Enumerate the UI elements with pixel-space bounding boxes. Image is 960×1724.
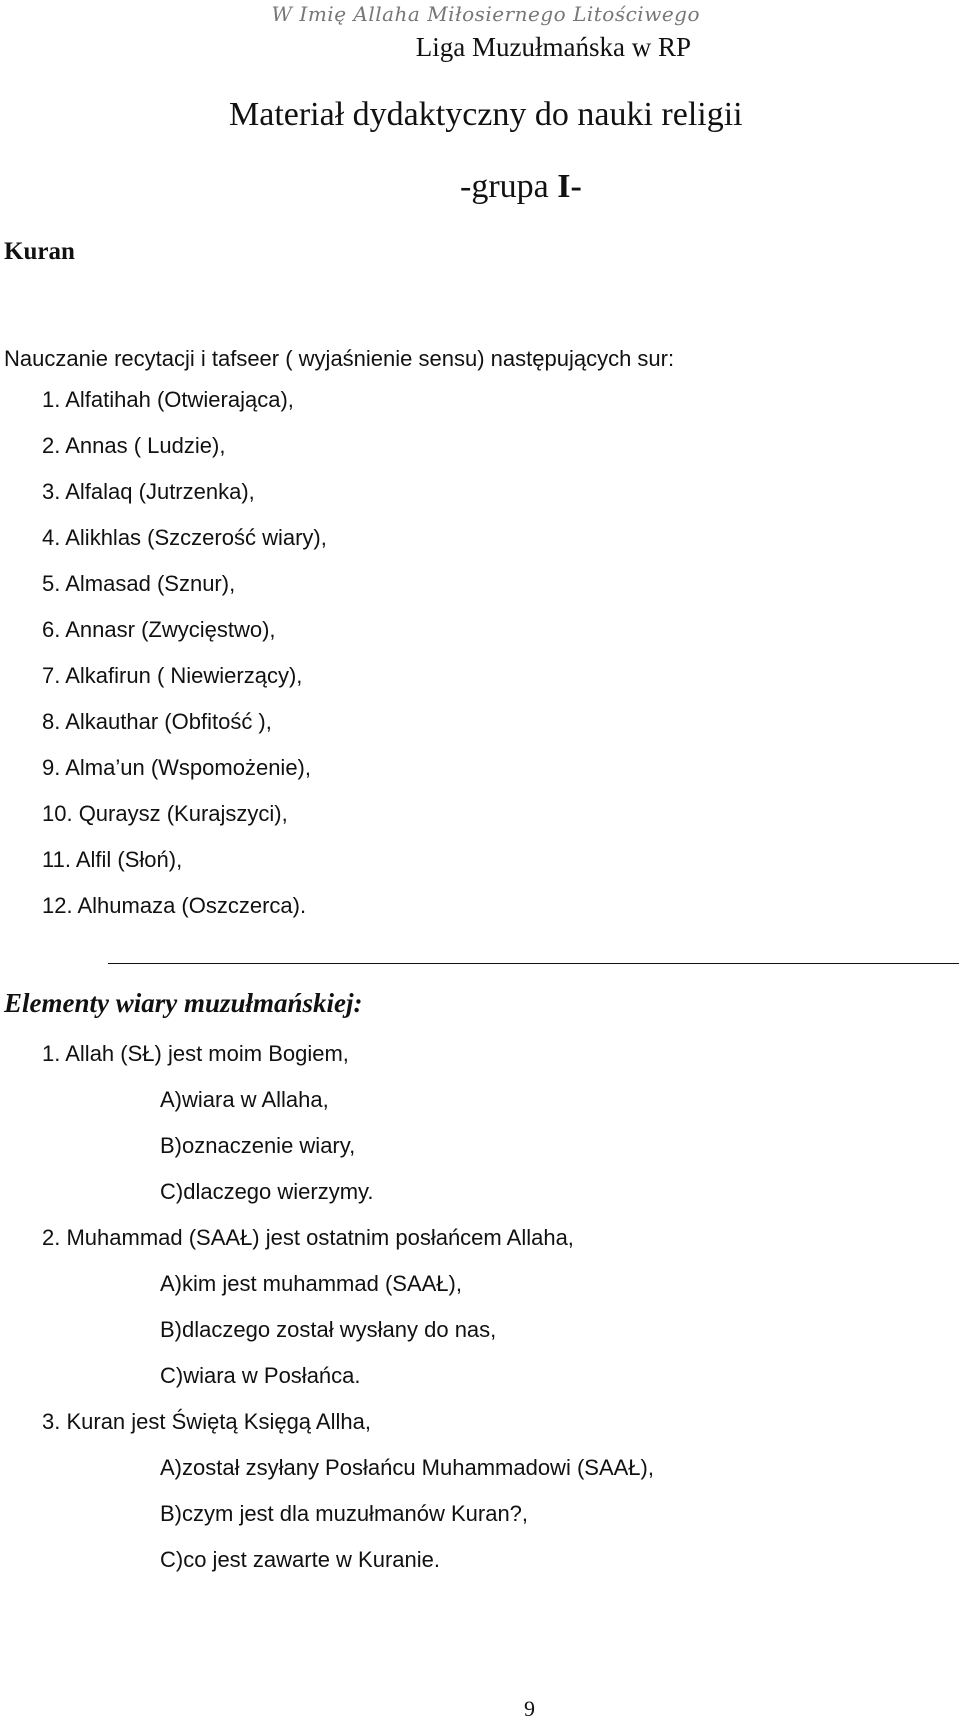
document-title: Materiał dydaktyczny do nauki religii [229,96,743,133]
section-divider [108,963,959,964]
list-item: 6. Annasr (Zwycięstwo), [42,617,276,642]
list-item: 1. Allah (SŁ) jest moim Bogiem, [42,1041,349,1066]
section-heading-kuran: Kuran [4,238,75,265]
list-item: 10. Quraysz (Kurajszyci), [42,801,288,826]
group-label [460,168,582,206]
list-item: 11. Alfil (Słoń), [42,847,183,872]
list-item: 3. Alfalaq (Jutrzenka), [42,479,255,504]
list-item: 3. Kuran jest Świętą Księgą Allha, [42,1409,371,1434]
list-item: 9. Alma’un (Wspomożenie), [42,755,311,780]
sub-item: A)kim jest muhammad (SAAŁ), [160,1271,462,1296]
section-heading-elements: Elementy wiary muzułmańskiej: [4,988,363,1018]
sub-item: C)co jest zawarte w Kuranie. [160,1547,440,1572]
sub-item: B)dlaczego został wysłany do nas, [160,1317,497,1342]
sub-item: A)wiara w Allaha, [160,1087,329,1112]
list-item: 2. Muhammad (SAAŁ) jest ostatnim posłańcem Allaha, [42,1225,574,1250]
list-item: 7. Alkafirun ( Niewierzący), [42,663,303,688]
page-number: 9 [524,1696,535,1721]
list-item: 2. Annas ( Ludzie), [42,433,226,458]
sub-item: B)oznaczenie wiary, [160,1133,356,1158]
group-prefix: -grupa [460,168,558,205]
list-item: 8. Alkauthar (Obfitość ), [42,709,272,734]
group-number: I- [557,168,582,205]
list-item: 4. Alikhlas (Szczerość wiary), [42,525,327,550]
list-item: 1. Alfatihah (Otwierająca), [42,387,294,412]
sub-item: C)wiara w Posłańca. [160,1363,361,1388]
organization-name: Liga Muzułmańska w RP [415,32,691,62]
bismillah-header: W Imię Allaha Miłosiernego Litościwego [271,2,700,26]
list-item: 12. Alhumaza (Oszczerca). [42,893,307,918]
sub-item: C)dlaczego wierzymy. [160,1179,374,1204]
kuran-intro: Nauczanie recytacji i tafseer ( wyjaśnienie sensu) następujących sur: [4,346,675,371]
sub-item: A)został zsyłany Posłańcu Muhammadowi (SAAŁ), [160,1455,654,1480]
list-item: 5. Almasad (Sznur), [42,571,236,596]
sub-item: B)czym jest dla muzułmanów Kuran?, [160,1501,529,1526]
